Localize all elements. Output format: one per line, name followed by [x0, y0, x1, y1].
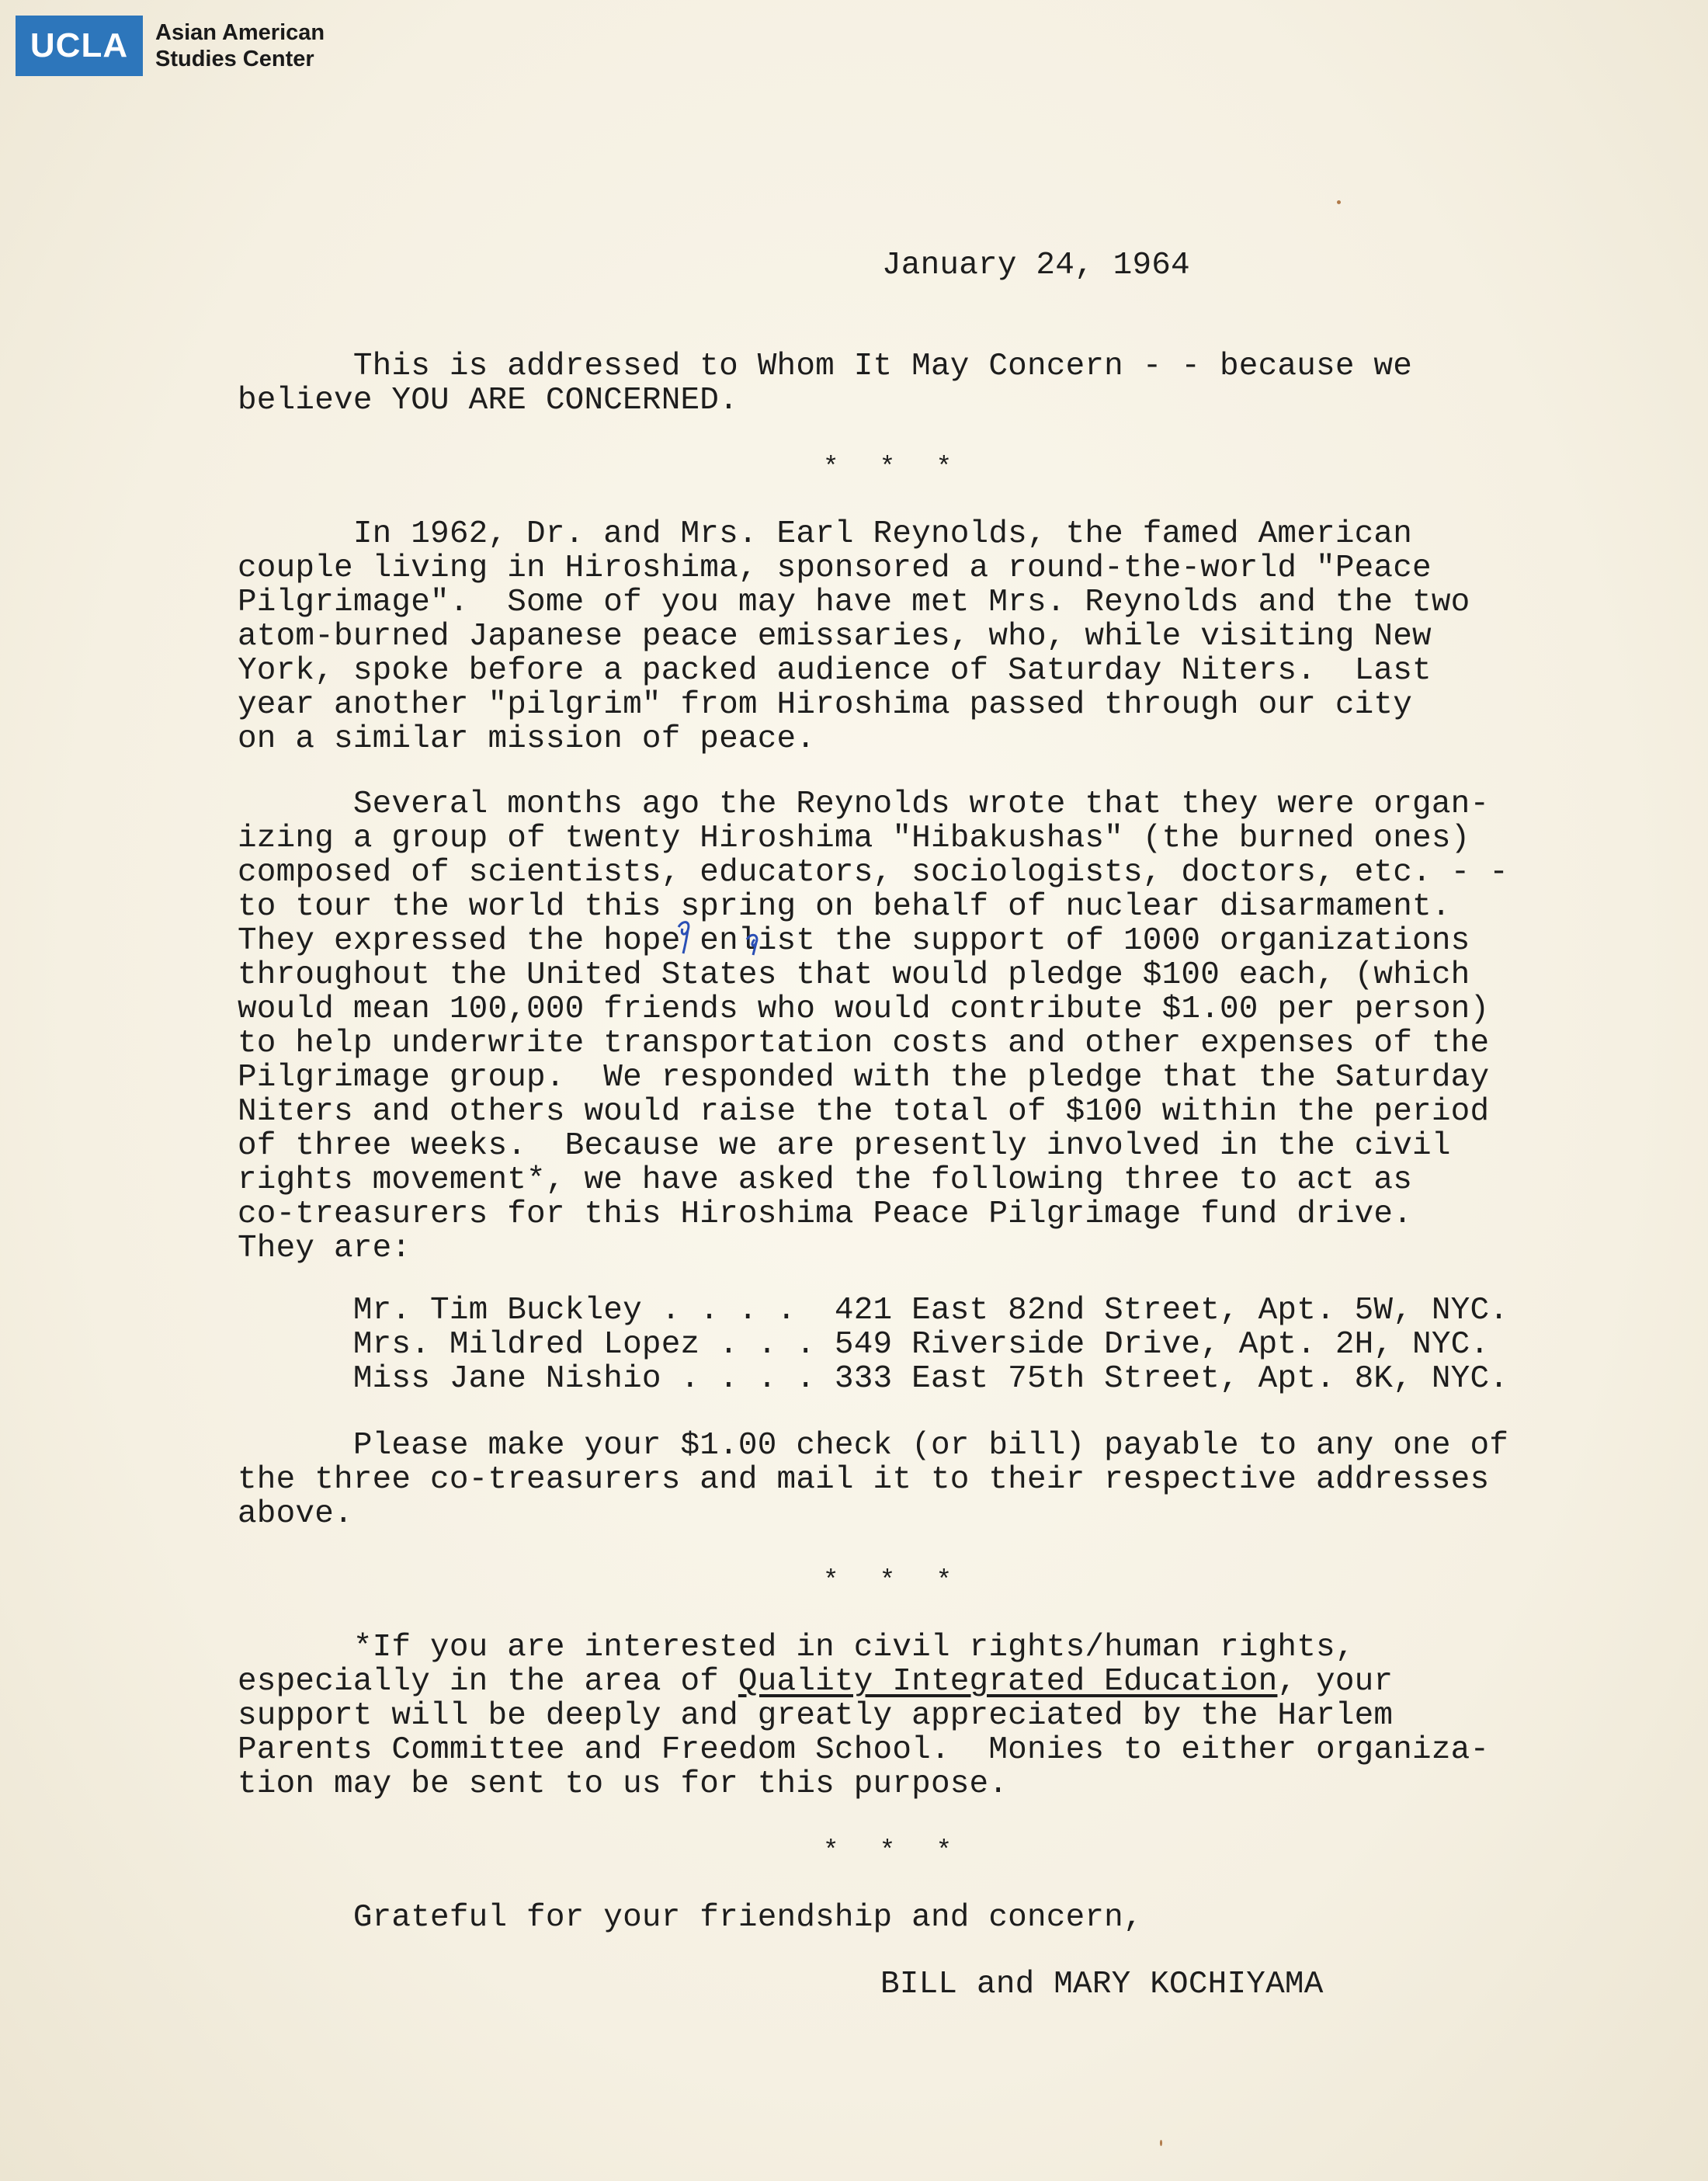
- p2-line-3: composed of scientists, educators, sociologists, doctors, etc. - -: [238, 855, 1509, 891]
- paper-speck: [1160, 2140, 1162, 2146]
- p2-line-9: Pilgrimage group. We responded with the pledge that the Saturday: [238, 1060, 1490, 1096]
- treasurer-row-3: Miss Jane Nishio . . . . 333 East 75th Street, Apt. 8K, NYC.: [238, 1361, 1509, 1397]
- p3-line-2: the three co-treasurers and mail it to their respective addresses: [238, 1462, 1490, 1498]
- ucla-logo-mark: UCLA: [16, 16, 143, 76]
- paper-speck: [1337, 200, 1341, 204]
- separator-3: * * *: [823, 1837, 965, 1867]
- p1-line-2: couple living in Hiroshima, sponsored a round-the-world "Peace: [238, 550, 1432, 586]
- p1-line-6: year another "pilgrim" from Hiroshima passed through our city: [238, 687, 1413, 723]
- treasurer-row-2: Mrs. Mildred Lopez . . . 549 Riverside Drive, Apt. 2H, NYC.: [238, 1327, 1490, 1363]
- footnote-line-2-post: , your: [1277, 1664, 1394, 1700]
- p1-line-3: Pilgrimage". Some of you may have met Mrs. Reynolds and the two: [238, 585, 1470, 620]
- p3-line-1: Please make your $1.00 check (or bill) payable to any one of: [238, 1428, 1509, 1464]
- footnote-line-1: *If you are interested in civil rights/human rights,: [238, 1630, 1355, 1665]
- footnote-line-2: [238, 1665, 1393, 1699]
- signature: BILL and MARY KOCHIYAMA: [880, 1967, 1324, 2002]
- org-name: [155, 19, 325, 72]
- closing-line: Grateful for your friendship and concern,: [238, 1900, 1143, 1936]
- ucla-aasc-logo: [16, 16, 325, 76]
- footnote-line-2-pre: especially in the area of: [238, 1664, 738, 1700]
- p2-line-8: to help underwrite transportation costs and other expenses of the: [238, 1026, 1490, 1061]
- p1-line-7: on a similar mission of peace.: [238, 721, 816, 757]
- org-name-line1: Asian American: [155, 20, 325, 45]
- p3-line-3: above.: [238, 1496, 353, 1532]
- p2-line-6: throughout the United States that would pledge $100 each, (which: [238, 957, 1470, 993]
- p2-line-10: Niters and others would raise the total of $100 within the period: [238, 1094, 1490, 1130]
- p1-line-5: York, spoke before a packed audience of Saturday Niters. Last: [238, 653, 1432, 689]
- letter-date: January 24, 1964: [882, 248, 1190, 283]
- intro-line-2: believe YOU ARE CONCERNED.: [238, 383, 738, 418]
- p2-line-4: to tour the world this spring on behalf of nuclear disarmament.: [238, 889, 1451, 925]
- p2-line-5: They expressed the hope enlist the support of 1000 organizations: [238, 923, 1470, 959]
- footnote-line-3: support will be deeply and greatly appreciated by the Harlem: [238, 1698, 1394, 1734]
- separator-2: * * *: [823, 1567, 965, 1596]
- p2-line-11: of three weeks. Because we are presently involved in the civil: [238, 1128, 1451, 1164]
- intro-line-1: This is addressed to Whom It May Concern - - because we: [238, 349, 1413, 384]
- separator-1: * * *: [823, 453, 965, 483]
- p1-line-4: atom-burned Japanese peace emissaries, who, while visiting New: [238, 619, 1432, 655]
- p2-line-12: rights movement*, we have asked the following three to act as: [238, 1162, 1413, 1198]
- footnote-line-4: Parents Committee and Freedom School. Monies to either organiza-: [238, 1732, 1490, 1768]
- p2-line-7: would mean 100,000 friends who would contribute $1.00 per person): [238, 992, 1490, 1027]
- p2-line-13: co-treasurers for this Hiroshima Peace Pilgrimage fund drive.: [238, 1196, 1413, 1232]
- p2-line-1: Several months ago the Reynolds wrote that they were organ-: [238, 787, 1490, 822]
- p1-line-1: In 1962, Dr. and Mrs. Earl Reynolds, the famed American: [238, 516, 1413, 552]
- org-name-line2: Studies Center: [155, 47, 314, 71]
- p2-line-14: They are:: [238, 1231, 411, 1266]
- quality-education-emphasis: Quality Integrated Education: [738, 1664, 1278, 1700]
- treasurer-row-1: Mr. Tim Buckley . . . . 421 East 82nd Street, Apt. 5W, NYC.: [238, 1293, 1509, 1328]
- p2-line-2: izing a group of twenty Hiroshima "Hibakushas" (the burned ones): [238, 821, 1470, 856]
- footnote-line-5: tion may be sent to us for this purpose.: [238, 1766, 1008, 1802]
